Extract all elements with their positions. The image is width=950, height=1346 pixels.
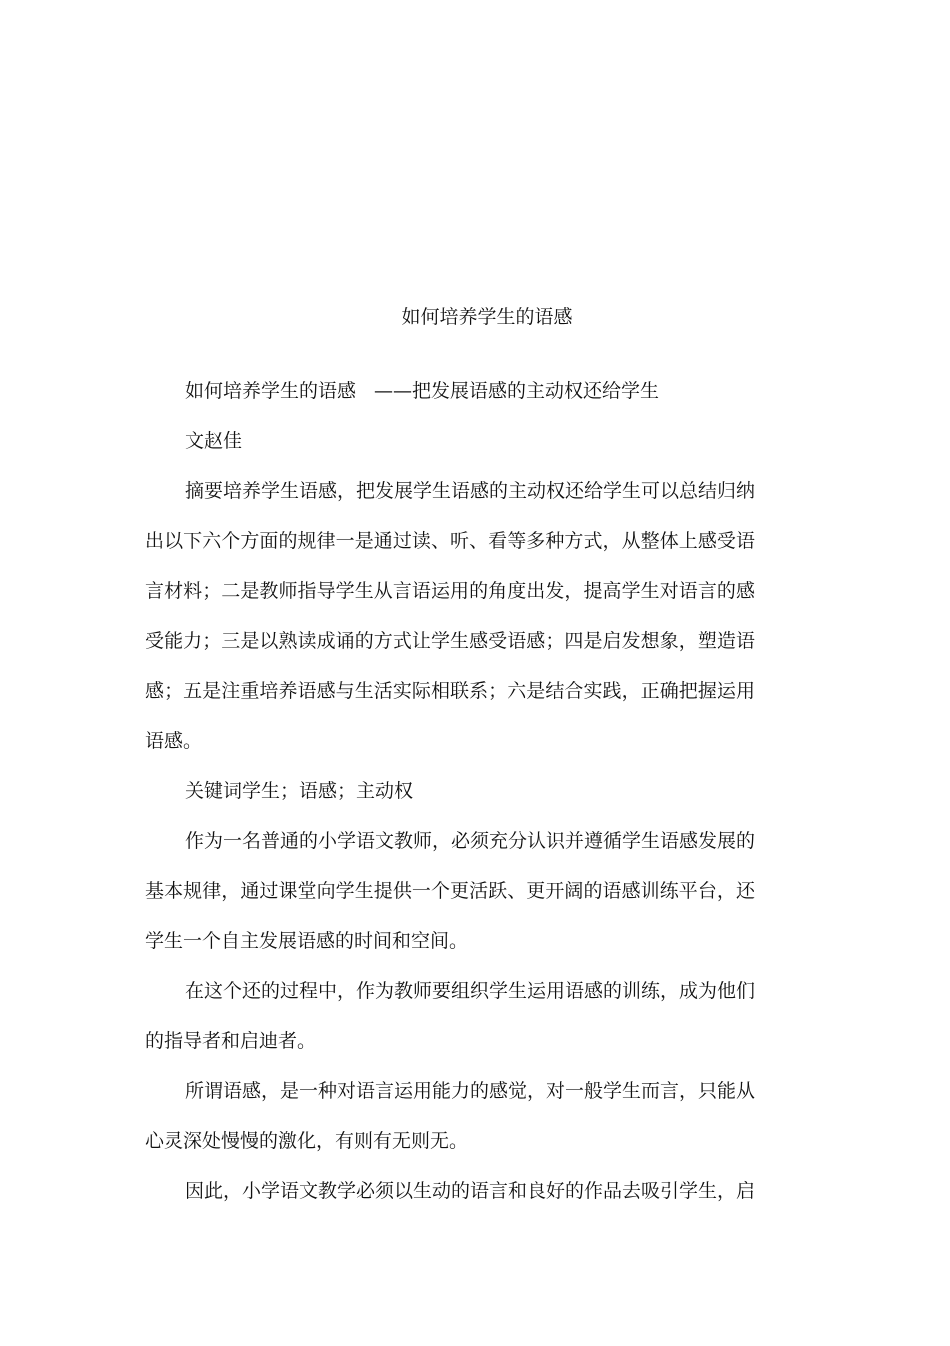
body-paragraph: 所谓语感，是一种对语言运用能力的感觉，对一般学生而言，只能从心灵深处慢慢的激化，有则有无则无。 <box>145 1080 756 1152</box>
author-line: 文赵佳 <box>185 430 243 452</box>
document-title: 如何培养学生的语感 <box>401 306 573 328</box>
body-paragraph: 作为一名普通的小学语文教师，必须充分认识并遵循学生语感发展的基本规律，通过课堂向学生提供一个更活跃、更开阔的语感训练平台，还学生一个自主发展语感的时间和空间。 <box>145 830 756 952</box>
document-subtitle <box>145 366 755 416</box>
subtitle-tail: ——把发展语感的主动权还给学生 <box>374 380 660 402</box>
subtitle-main: 如何培养学生的语感 <box>185 380 357 402</box>
document-body <box>145 366 755 1216</box>
keywords-paragraph: 关键词学生；语感；主动权 <box>185 780 414 802</box>
abstract-paragraph: 摘要培养学生语感，把发展学生语感的主动权还给学生可以总结归纳出以下六个方面的规律一是通过读、听、看等多种方式，从整体上感受语言材料；二是教师指导学生从言语运用的角度出发，提高学生对语言的感受能力；三是以熟读成诵的方式让学生感受语感；四是启发想象，塑造语感；五是注重培养语感与生活实际相联系；六是结合实践，正确把握运用语感。 <box>145 480 756 752</box>
body-paragraph: 因此，小学语文教学必须以生动的语言和良好的作品去吸引学生，启 <box>185 1180 756 1202</box>
body-paragraph: 在这个还的过程中，作为教师要组织学生运用语感的训练，成为他们的指导者和启迪者。 <box>145 980 756 1052</box>
